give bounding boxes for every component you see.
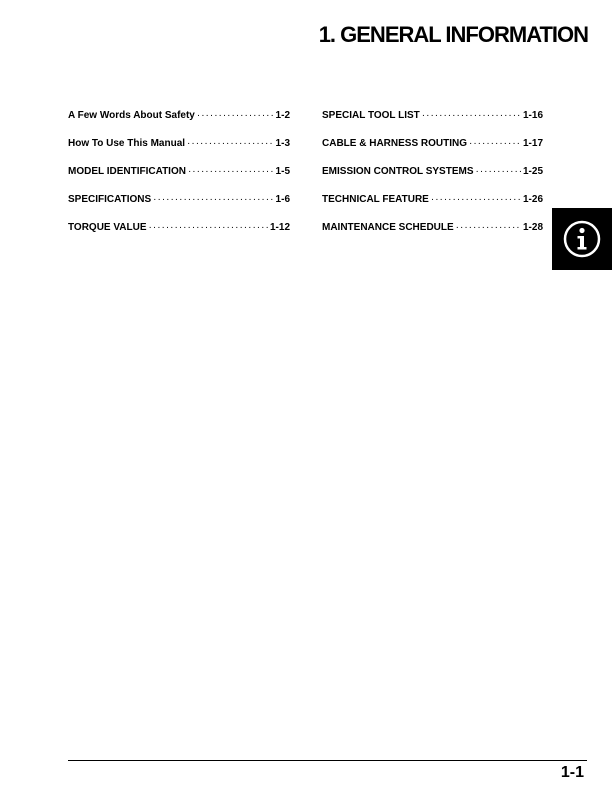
toc-entry[interactable] <box>322 194 543 222</box>
toc-leader-dots <box>476 166 521 177</box>
toc-leader-dots <box>153 194 273 205</box>
toc-entry-page: 1-17 <box>522 138 543 149</box>
footer-rule <box>68 760 587 761</box>
toc-left-column <box>68 110 290 250</box>
toc-leader-dots <box>197 110 274 121</box>
toc-entry-page: 1-28 <box>522 222 543 233</box>
toc-entry-page: 1-25 <box>522 166 543 177</box>
toc-entry-label: MAINTENANCE SCHEDULE <box>322 222 454 233</box>
toc-entry-page: 1-16 <box>522 110 543 121</box>
page-number: 1-1 <box>560 764 584 781</box>
toc-entry-label: MODEL IDENTIFICATION <box>68 166 186 177</box>
toc-right-column <box>322 110 543 250</box>
toc-leader-dots <box>431 194 521 205</box>
toc-entry-label: EMISSION CONTROL SYSTEMS <box>322 166 474 177</box>
section-tab <box>552 208 612 270</box>
toc-entry[interactable] <box>322 222 543 250</box>
toc-entry[interactable] <box>68 110 290 138</box>
toc-entry-page: 1-3 <box>275 138 290 149</box>
toc-entry[interactable] <box>68 222 290 250</box>
toc-entry[interactable] <box>68 138 290 166</box>
toc-entry[interactable] <box>68 194 290 222</box>
toc-entry[interactable] <box>322 110 543 138</box>
toc-entry-label: A Few Words About Safety <box>68 110 195 121</box>
page-title: 1. GENERAL INFORMATION <box>318 22 588 47</box>
toc-leader-dots <box>422 110 521 121</box>
toc-entry-label: SPECIFICATIONS <box>68 194 152 205</box>
toc-entry-label: How To Use This Manual <box>68 138 186 149</box>
toc-entry-page: 1-5 <box>275 166 290 177</box>
toc-leader-dots <box>188 166 274 177</box>
toc-leader-dots <box>187 138 274 149</box>
toc-entry[interactable] <box>68 166 290 194</box>
toc-entry-page: 1-2 <box>275 110 290 121</box>
toc-entry[interactable] <box>322 166 543 194</box>
toc-leader-dots <box>149 222 268 233</box>
toc-entry-label: CABLE & HARNESS ROUTING <box>322 138 468 149</box>
toc-entry-label: TORQUE VALUE <box>68 222 147 233</box>
toc-entry-label: SPECIAL TOOL LIST <box>322 110 420 121</box>
toc-entry-page: 1-12 <box>269 222 290 233</box>
info-icon <box>560 217 604 261</box>
toc-entry-page: 1-26 <box>522 194 543 205</box>
toc-entry-label: TECHNICAL FEATURE <box>322 194 429 205</box>
toc-leader-dots <box>469 138 521 149</box>
toc-entry-page: 1-6 <box>275 194 290 205</box>
toc-leader-dots <box>456 222 521 233</box>
toc-entry[interactable] <box>322 138 543 166</box>
